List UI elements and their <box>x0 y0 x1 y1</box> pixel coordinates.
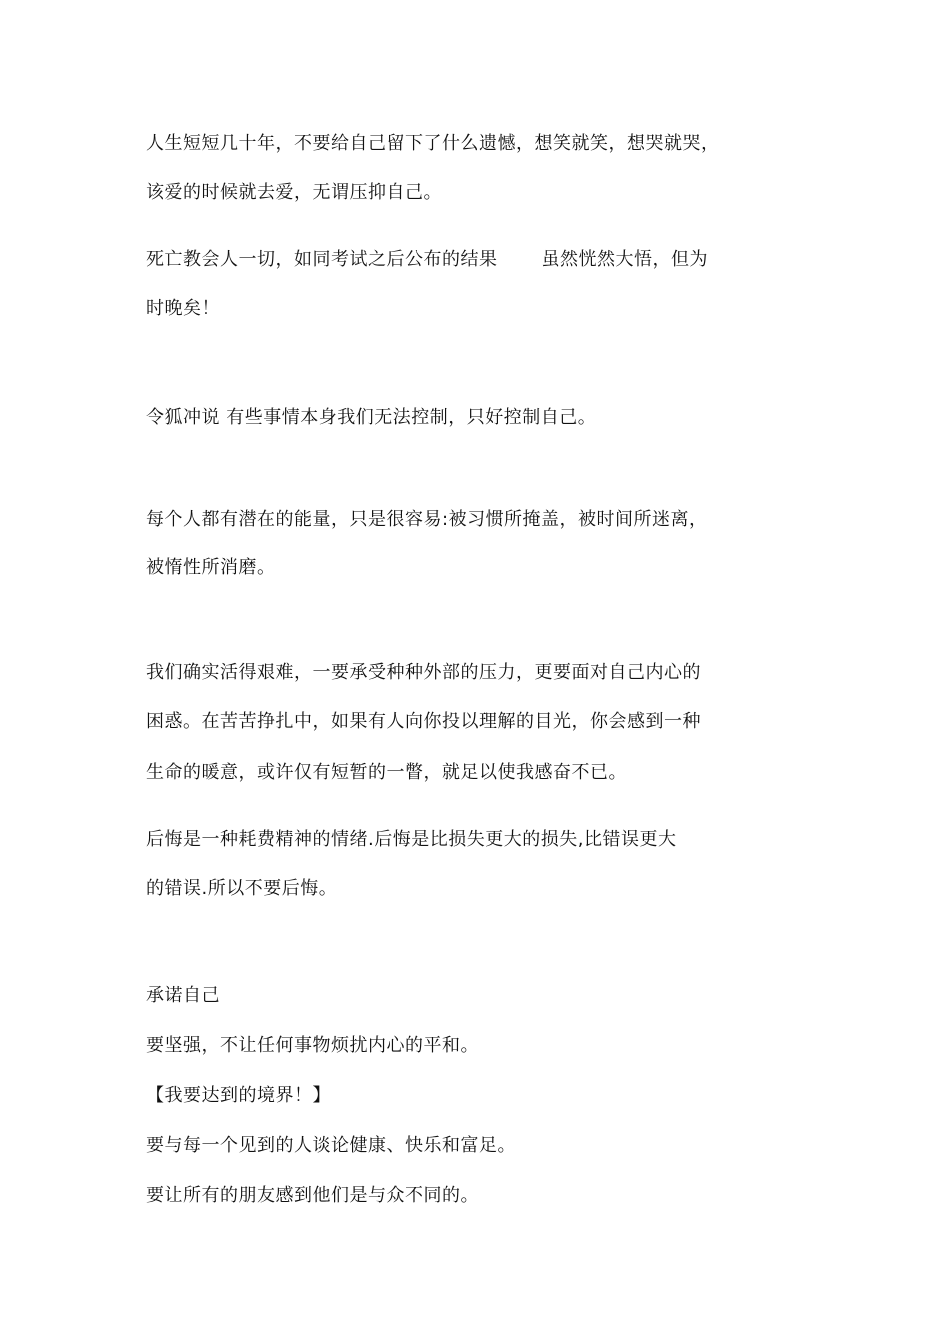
text-line: 要与每一个见到的人谈论健康、快乐和富足。 <box>146 1135 516 1156</box>
text-segment: 死亡教会人一切，如同考试之后公布的结果 <box>146 249 498 270</box>
text-line <box>146 248 708 272</box>
text-line: 承诺自己 <box>146 985 220 1006</box>
text-segment: 虽然恍然大悟，但为 <box>541 249 708 270</box>
text-line: 时晚矣！ <box>146 298 220 319</box>
text-line: 生命的暖意，或许仅有短暂的一瞥，就足以使我感奋不已。 <box>146 762 627 783</box>
text-line: 我们确实活得艰难，一要承受种种外部的压力，更要面对自己内心的 <box>146 662 701 683</box>
text-line: 被惰性所消磨。 <box>146 557 276 578</box>
text-line: 困惑。在苦苦挣扎中，如果有人向你投以理解的目光，你会感到一种 <box>146 711 701 732</box>
text-line: 要坚强，不让任何事物烦扰内心的平和。 <box>146 1035 479 1056</box>
text-line: 要让所有的朋友感到他们是与众不同的。 <box>146 1185 479 1206</box>
text-line: 后悔是一种耗费精神的情绪.后悔是比损失更大的损失,比错误更大 <box>146 829 677 850</box>
text-line: 的错误.所以不要后悔。 <box>146 878 338 899</box>
text-line: 人生短短几十年，不要给自己留下了什么遗憾，想笑就笑，想哭就哭， <box>146 133 720 154</box>
text-line: 【我要达到的境界！】 <box>146 1085 331 1106</box>
text-line: 令狐冲说 有些事情本身我们无法控制，只好控制自己。 <box>146 407 597 428</box>
text-line: 每个人都有潜在的能量，只是很容易:被习惯所掩盖，被时间所迷离， <box>146 509 708 530</box>
text-line: 该爱的时候就去爱，无谓压抑自己。 <box>146 182 442 203</box>
